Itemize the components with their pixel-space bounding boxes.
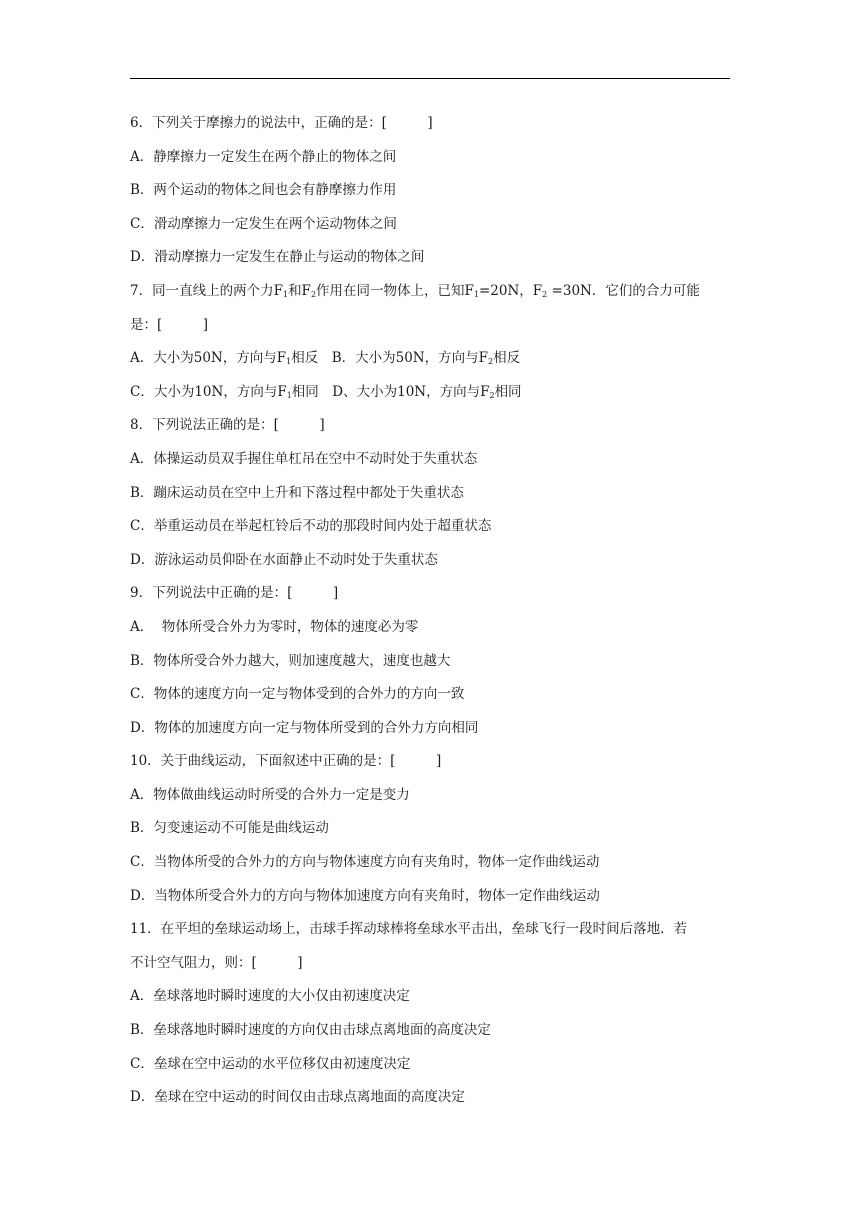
question-6-option-d: D．滑动摩擦力一定发生在静止与运动的物体之间 — [130, 249, 425, 266]
question-9-stem: 9．下列说法中正确的是：[ ] — [130, 585, 339, 602]
question-10-option-a: A．物体做曲线运动时所受的合外力一定是变力 — [130, 786, 410, 803]
question-11-stem: 11．在平坦的垒球运动场上，击球手挥动球棒将垒球水平击出，垒球飞行一段时间后落地．若 — [130, 921, 688, 938]
header-rule — [130, 78, 730, 79]
question-8-option-b: B．蹦床运动员在空中上升和下落过程中都处于失重状态 — [130, 484, 464, 501]
question-8-stem: 8．下列说法正确的是：[ ] — [130, 417, 325, 434]
question-10-option-b: B．匀变速运动不可能是曲线运动 — [130, 820, 329, 837]
question-7-stem-continued: 是：[ ] — [130, 316, 209, 333]
question-list — [130, 107, 730, 1115]
question-7-stem: 7．同一直线上的两个力$F_1$和$F_2$作用在同一物体上，已知$F_1=20N$，$F_2 =30N$．它们的合力可能 — [130, 282, 700, 299]
question-10-option-d: D．当物体所受合外力的方向与物体加速度方向有夹角时，物体一定作曲线运动 — [130, 887, 600, 904]
question-7-options-ab: A．大小为50N，方向与$F_1$相反 B．大小为50N，方向与$F_2$相反 — [130, 350, 521, 367]
question-11-option-c: C．垒球在空中运动的水平位移仅由初速度决定 — [130, 1055, 411, 1072]
question-8-option-a: A．体操运动员双手握住单杠吊在空中不动时处于失重状态 — [130, 450, 478, 467]
question-9-option-c: C．物体的速度方向一定与物体受到的合外力的方向一致 — [130, 686, 465, 703]
question-9-option-d: D．物体的加速度方向一定与物体所受到的合外力方向相同 — [130, 719, 479, 736]
question-10-option-c: C．当物体所受的合外力的方向与物体速度方向有夹角时，物体一定作曲线运动 — [130, 854, 600, 871]
question-11-option-a: A．垒球落地时瞬时速度的大小仅由初速度决定 — [130, 988, 410, 1005]
question-8-option-c: C．举重运动员在举起杠铃后不动的那段时间内处于超重状态 — [130, 518, 492, 535]
question-6-option-a: A．静摩擦力一定发生在两个静止的物体之间 — [130, 148, 397, 165]
question-8-option-d: D．游泳运动员仰卧在水面静止不动时处于失重状态 — [130, 551, 438, 568]
question-7-options-cd: C．大小为10N，方向与$F_1$相同 D、大小为10N，方向与$F_2$相同 — [130, 383, 522, 400]
question-11-stem-continued: 不计空气阻力，则：[ ] — [130, 954, 303, 971]
question-11-option-d: D．垒球在空中运动的时间仅由击球点离地面的高度决定 — [130, 1089, 465, 1106]
question-9-option-b: B．物体所受合外力越大，则加速度越大，速度也越大 — [130, 652, 451, 669]
question-6-stem: 6．下列关于摩擦力的说法中，正确的是：[ ] — [130, 115, 433, 131]
question-6-option-c: C．滑动摩擦力一定发生在两个运动物体之间 — [130, 215, 397, 232]
question-6-option-b: B．两个运动的物体之间也会有静摩擦力作用 — [130, 182, 397, 199]
question-9-option-a: A． 物体所受合外力为零时，物体的速度必为零 — [130, 618, 419, 635]
question-11-option-b: B．垒球落地时瞬时速度的方向仅由击球点离地面的高度决定 — [130, 1022, 491, 1039]
question-10-stem: 10．关于曲线运动，下面叙述中正确的是：[ ] — [130, 753, 442, 770]
